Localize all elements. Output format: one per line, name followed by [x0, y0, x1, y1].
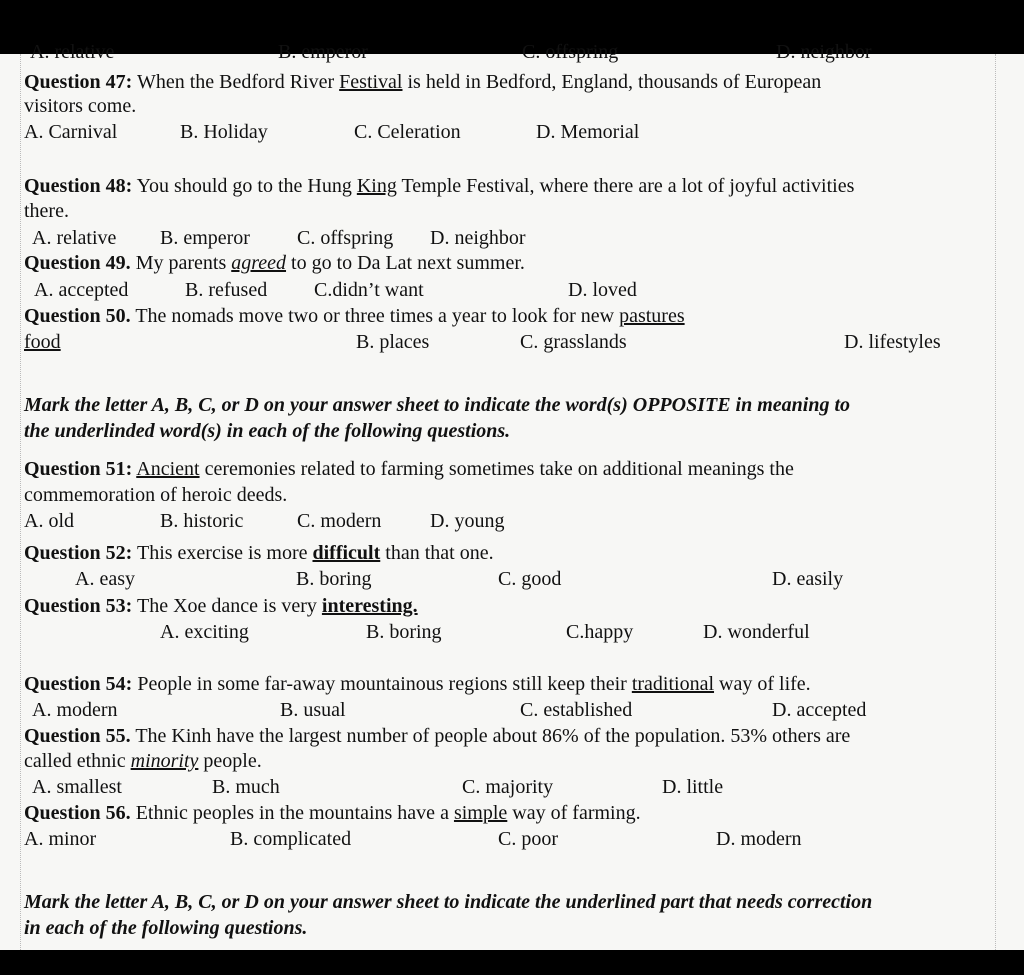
right-margin-guide	[995, 54, 997, 950]
question-number: Question 52:	[24, 542, 133, 564]
q56-option-a: A. minor	[24, 828, 97, 850]
q47-option-a: A. Carnival	[24, 121, 118, 143]
question-number: Question 54:	[24, 673, 133, 695]
q49-option-b: B. refused	[185, 279, 268, 301]
q54-option-b: B. usual	[280, 699, 346, 721]
underlined-word: King	[356, 175, 397, 197]
prev-option-c: C. offspring	[522, 41, 619, 63]
instruction-correction: Mark the letter A, B, C, or D on your answer sheet to indicate the underlined part that needs correction	[24, 891, 873, 913]
q48-option-a: A. relative	[32, 227, 117, 249]
underlined-word: Ancient	[136, 458, 200, 480]
q53-option-b: B. boring	[366, 621, 442, 643]
q52-option-b: B. boring	[296, 568, 372, 590]
q48-option-c: C. offspring	[297, 227, 394, 249]
q49-option-c: C.didn’t want	[314, 279, 424, 301]
q52-option-c: C. good	[498, 568, 562, 590]
q51-option-c: C. modern	[297, 510, 382, 532]
q54-option-a: A. modern	[32, 699, 118, 721]
q49-option-a: A. accepted	[34, 279, 129, 301]
q56-option-d: D. modern	[716, 828, 802, 850]
question-number: Question 49.	[24, 252, 131, 274]
q48-option-b: B. emperor	[160, 227, 250, 249]
underlined-word: agreed	[231, 252, 287, 274]
q56-option-c: C. poor	[498, 828, 558, 850]
bottom-black-bar	[0, 950, 1024, 975]
underlined-word: difficult	[312, 542, 381, 564]
q47-option-d: D. Memorial	[536, 121, 640, 143]
question-54: Question 54: People in some far-away mountainous regions still keep their traditional way of life.	[24, 673, 811, 695]
q47-option-c: C. Celeration	[354, 121, 461, 143]
q50-option-c: C. grasslands	[520, 331, 627, 353]
question-number: Question 51:	[24, 458, 133, 480]
q55-option-c: C. majority	[462, 776, 554, 798]
question-47: Question 47: When the Bedford River Festival is held in Bedford, England, thousands of European	[24, 71, 822, 93]
underlined-word: interesting.	[321, 595, 418, 617]
q53-option-a: A. exciting	[160, 621, 249, 643]
instruction-opposite: Mark the letter A, B, C, or D on your answer sheet to indicate the word(s) OPPOSITE in meaning to	[24, 394, 851, 416]
left-margin-guide	[20, 54, 22, 950]
question-number: Question 56.	[24, 802, 131, 824]
q53-option-c: C.happy	[566, 621, 634, 643]
question-number: Question 47:	[24, 71, 133, 93]
question-56: Question 56. Ethnic peoples in the mountains have a simple way of farming.	[24, 802, 641, 824]
question-47-line2: visitors come.	[24, 95, 137, 117]
question-49: Question 49. My parents agreed to go to Da Lat next summer.	[24, 252, 525, 274]
q56-option-b: B. complicated	[230, 828, 352, 850]
instruction-opposite-line2: the underlinded word(s) in each of the following questions.	[24, 420, 511, 442]
question-number: Question 53:	[24, 595, 133, 617]
q51-option-b: B. historic	[160, 510, 244, 532]
q50-option-d: D. lifestyles	[844, 331, 941, 353]
document-page	[0, 41, 1024, 950]
underlined-word: Festival	[339, 71, 403, 93]
q51-option-d: D. young	[430, 510, 505, 532]
q52-option-d: D. easily	[772, 568, 844, 590]
underlined-word: pastures	[619, 305, 685, 327]
question-55: Question 55. The Kinh have the largest number of people about 86% of the population. 53% others are	[24, 725, 851, 747]
question-52: Question 52: This exercise is more difficult than that one.	[24, 542, 494, 564]
question-50: Question 50. The nomads move two or three times a year to look for new pastures	[24, 305, 685, 327]
q53-option-d: D. wonderful	[703, 621, 810, 643]
question-51: Question 51: Ancient ceremonies related to farming sometimes take on additional meanings the	[24, 458, 794, 480]
question-number: Question 48:	[24, 175, 133, 197]
q55-option-b: B. much	[212, 776, 280, 798]
question-48: Question 48: You should go to the Hung King Temple Festival, where there are a lot of joyful activities	[24, 175, 855, 197]
q48-option-d: D. neighbor	[430, 227, 526, 249]
prev-option-b: B. emperor	[278, 41, 368, 63]
question-55-line2: called ethnic minority people.	[24, 750, 262, 772]
question-53: Question 53: The Xoe dance is very interesting.	[24, 595, 418, 617]
question-48-line2: there.	[24, 200, 69, 222]
underlined-word: minority	[130, 750, 199, 772]
instruction-correction-line2: in each of the following questions.	[24, 917, 308, 939]
question-number: Question 55.	[24, 725, 131, 747]
q55-option-d: D. little	[662, 776, 724, 798]
q50-option-b: B. places	[356, 331, 430, 353]
question-number: Question 50.	[24, 305, 131, 327]
prev-option-a: A. relative	[30, 41, 115, 63]
prev-option-d: D. neighbor	[776, 41, 872, 63]
q51-option-a: A. old	[24, 510, 74, 532]
underlined-word: simple	[453, 802, 508, 824]
underlined-word: traditional	[631, 673, 715, 695]
q52-option-a: A. easy	[75, 568, 135, 590]
question-51-line2: commemoration of heroic deeds.	[24, 484, 288, 506]
q50-option-a: food	[24, 331, 61, 353]
q55-option-a: A. smallest	[32, 776, 122, 798]
q54-option-c: C. established	[520, 699, 633, 721]
q47-option-b: B. Holiday	[180, 121, 268, 143]
q54-option-d: D. accepted	[772, 699, 867, 721]
q49-option-d: D. loved	[568, 279, 637, 301]
